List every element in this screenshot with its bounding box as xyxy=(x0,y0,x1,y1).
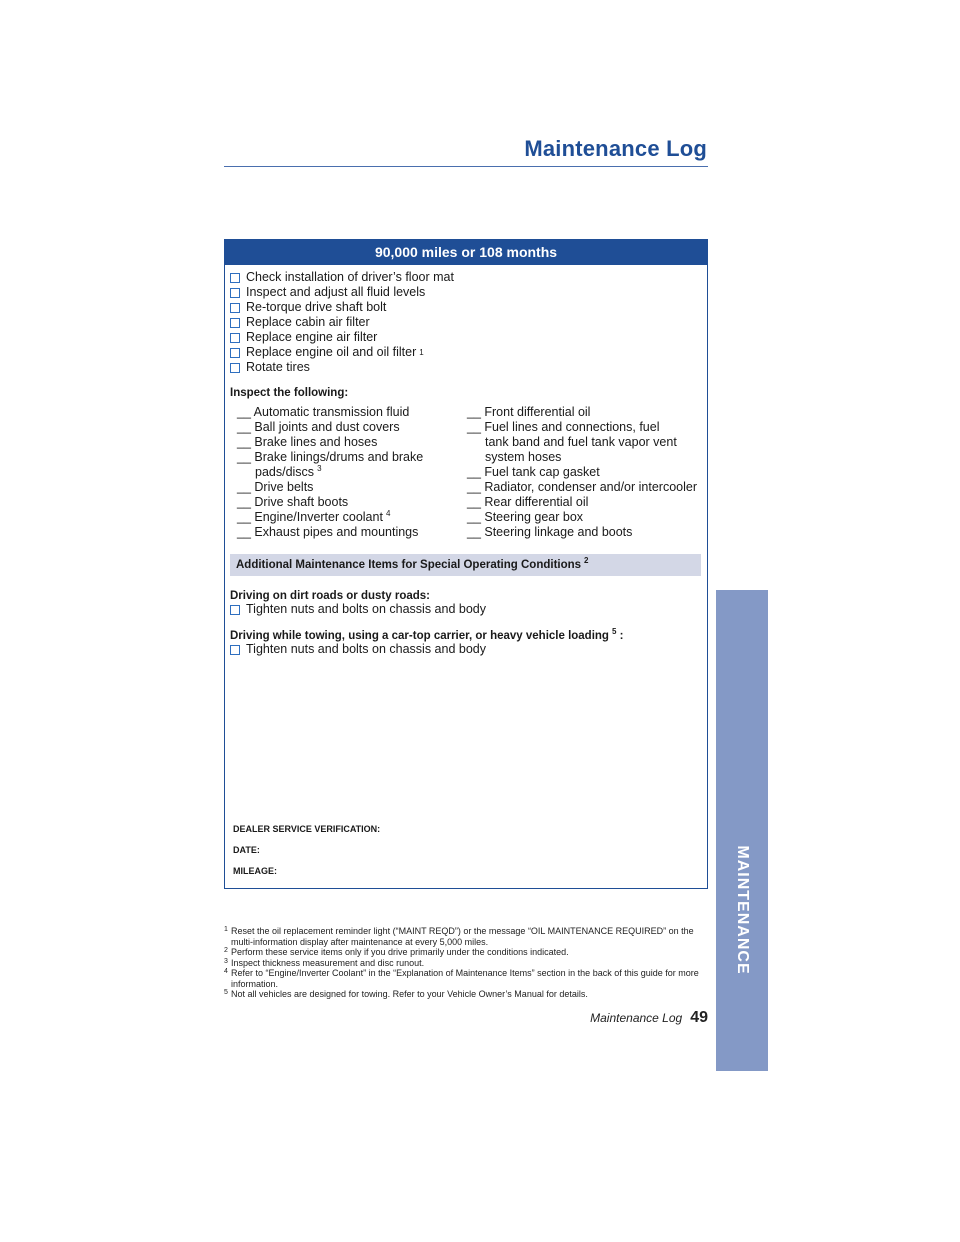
inspect-item-label: __ Ball joints and dust covers xyxy=(237,420,400,434)
inspect-item-label: __ Automatic transmission fluid xyxy=(237,405,410,419)
inspect-column-right xyxy=(467,405,697,540)
checklist-item[interactable] xyxy=(230,360,707,375)
inspect-item-label: __ Brake lines and hoses xyxy=(237,435,378,449)
footnote-text: Refer to “Engine/Inverter Coolant” in the “Explanation of Maintenance Items” section in the back of this guide for more information. xyxy=(231,968,699,989)
footnotes xyxy=(224,926,708,1000)
checklist-item-label: Tighten nuts and bolts on chassis and body xyxy=(246,642,486,656)
footnote-ref: 4 xyxy=(385,508,391,518)
inspect-item-label: __ Drive belts xyxy=(237,480,314,494)
special-conditions-bar xyxy=(230,554,701,576)
checkbox-icon[interactable] xyxy=(230,645,240,655)
checklist-item[interactable] xyxy=(230,300,707,315)
inspect-item-label: __ Front differential oil xyxy=(467,405,591,419)
special-conditions-label: Additional Maintenance Items for Special Operating Conditions xyxy=(236,559,582,571)
inspect-item xyxy=(237,450,437,480)
footnote-text: Reset the oil replacement reminder light (“MAINT REQD”) or the message “OIL MAINTENANCE REQUIRED” on the multi-information display after maintenance at every 5,000 miles. xyxy=(231,926,694,947)
inspect-item-label: __ Radiator, condenser and/or intercooler xyxy=(467,480,698,494)
service-checklist xyxy=(230,270,707,375)
checklist-item[interactable] xyxy=(230,330,707,345)
checkbox-icon[interactable] xyxy=(230,303,240,313)
maintenance-log-box xyxy=(224,239,708,889)
checklist-item-label: Replace cabin air filter xyxy=(246,315,370,329)
checklist-item-label: Replace engine oil and oil filter xyxy=(246,345,417,359)
checklist-item[interactable]: Replace engine oil and oil filter 1 xyxy=(230,345,707,360)
condition-heading-label: Driving while towing, using a car-top carrier, or heavy vehicle loading xyxy=(230,630,609,642)
mileage-label: MILEAGE: xyxy=(233,866,277,876)
inspect-item xyxy=(237,420,467,435)
inspect-item-label: __ Fuel tank cap gasket xyxy=(467,465,600,479)
footnote-ref: 3 xyxy=(317,463,322,473)
footnote-text: Not all vehicles are designed for towing. Refer to your Vehicle Owner’s Manual for details. xyxy=(231,989,588,999)
date-label: DATE: xyxy=(233,845,260,855)
checklist-item[interactable] xyxy=(230,270,707,285)
page-footer xyxy=(590,1009,708,1027)
inspect-item xyxy=(467,405,697,420)
inspect-item xyxy=(467,495,697,510)
checkbox-icon[interactable] xyxy=(230,363,240,373)
inspect-item xyxy=(467,480,697,495)
inspect-item-label: __ Exhaust pipes and mountings xyxy=(237,525,419,539)
condition-heading xyxy=(230,627,707,642)
checkbox-icon[interactable] xyxy=(230,273,240,283)
section-side-tab[interactable] xyxy=(716,590,768,1071)
inspect-item xyxy=(467,510,697,525)
checklist-item-label: Tighten nuts and bolts on chassis and body xyxy=(246,602,486,616)
checklist-item[interactable] xyxy=(230,602,707,617)
inspect-item-label: __ Brake linings/drums and brake pads/discs xyxy=(237,450,424,479)
footnote xyxy=(224,926,708,947)
dealer-verification xyxy=(233,824,380,887)
checkbox-icon[interactable] xyxy=(230,318,240,328)
footnote-number: 4 xyxy=(224,968,228,975)
inspect-item xyxy=(237,495,467,510)
page-title: Maintenance Log xyxy=(524,136,707,161)
condition-heading xyxy=(230,590,707,602)
inspect-heading: Inspect the following: xyxy=(230,387,349,399)
footnote-ref: 2 xyxy=(584,556,589,566)
inspect-item xyxy=(237,480,467,495)
footnote-number: 3 xyxy=(224,957,228,965)
checklist-item-label: Rotate tires xyxy=(246,360,310,374)
checkbox-icon[interactable] xyxy=(230,288,240,298)
footnote-number: 1 xyxy=(224,926,228,933)
footnote xyxy=(224,989,708,1000)
checkbox-icon[interactable] xyxy=(230,348,240,358)
checkbox-icon[interactable] xyxy=(230,333,240,343)
dealer-service-verification-label: DEALER SERVICE VERIFICATION: xyxy=(233,824,381,834)
inspect-item-label: __ Rear differential oil xyxy=(467,495,589,509)
inspect-item-label: __ Fuel lines and connections, fuel tank band and fuel tank vapor vent system hoses xyxy=(467,420,677,464)
footnote-number: 5 xyxy=(224,989,228,996)
checklist-item-label: Check installation of driver’s floor mat xyxy=(246,270,454,284)
footnote xyxy=(224,958,708,969)
inspect-item xyxy=(237,405,467,420)
page-number: 49 xyxy=(690,1009,708,1026)
inspect-item xyxy=(467,465,697,480)
inspect-item xyxy=(237,525,467,540)
inspect-column-left xyxy=(225,405,467,540)
footnote-text: Perform these service items only if you drive primarily under the conditions indicated. xyxy=(231,947,569,957)
checklist-item-label: Inspect and adjust all fluid levels xyxy=(246,285,426,299)
condition-heading-label: Driving on dirt roads or dusty roads: xyxy=(230,590,430,602)
checklist-item[interactable] xyxy=(230,285,707,300)
inspect-item-label: __ Engine/Inverter coolant xyxy=(237,510,383,524)
checklist-item[interactable] xyxy=(230,642,707,657)
checkbox-icon[interactable] xyxy=(230,605,240,615)
interval-header: 90,000 miles or 108 months xyxy=(225,240,707,265)
condition-checklist xyxy=(230,602,707,617)
title-divider xyxy=(224,166,708,167)
checklist-item-label: Re-torque drive shaft bolt xyxy=(246,300,387,314)
condition-checklist xyxy=(230,642,707,657)
footnote xyxy=(224,968,708,989)
checklist-item[interactable] xyxy=(230,315,707,330)
condition-heading-suffix: : xyxy=(619,630,624,642)
inspect-item xyxy=(237,510,467,525)
checklist-item-label: Replace engine air filter xyxy=(246,330,378,344)
inspect-item-label: __ Drive shaft boots xyxy=(237,495,349,509)
side-tab-label: MAINTENANCE xyxy=(734,845,751,975)
footer-section-label: Maintenance Log xyxy=(590,1011,683,1025)
inspect-item xyxy=(467,420,685,465)
footnote-number: 2 xyxy=(224,947,228,954)
inspect-item xyxy=(467,525,697,540)
footnote-text: Inspect thickness measurement and disc runout. xyxy=(231,957,425,968)
footnote xyxy=(224,947,708,958)
inspect-item xyxy=(237,435,467,450)
footnote-ref: 5 xyxy=(611,627,617,637)
inspect-list xyxy=(225,405,707,540)
inspect-item-label: __ Steering gear box xyxy=(467,510,584,524)
inspect-item-label: __ Steering linkage and boots xyxy=(467,525,633,539)
